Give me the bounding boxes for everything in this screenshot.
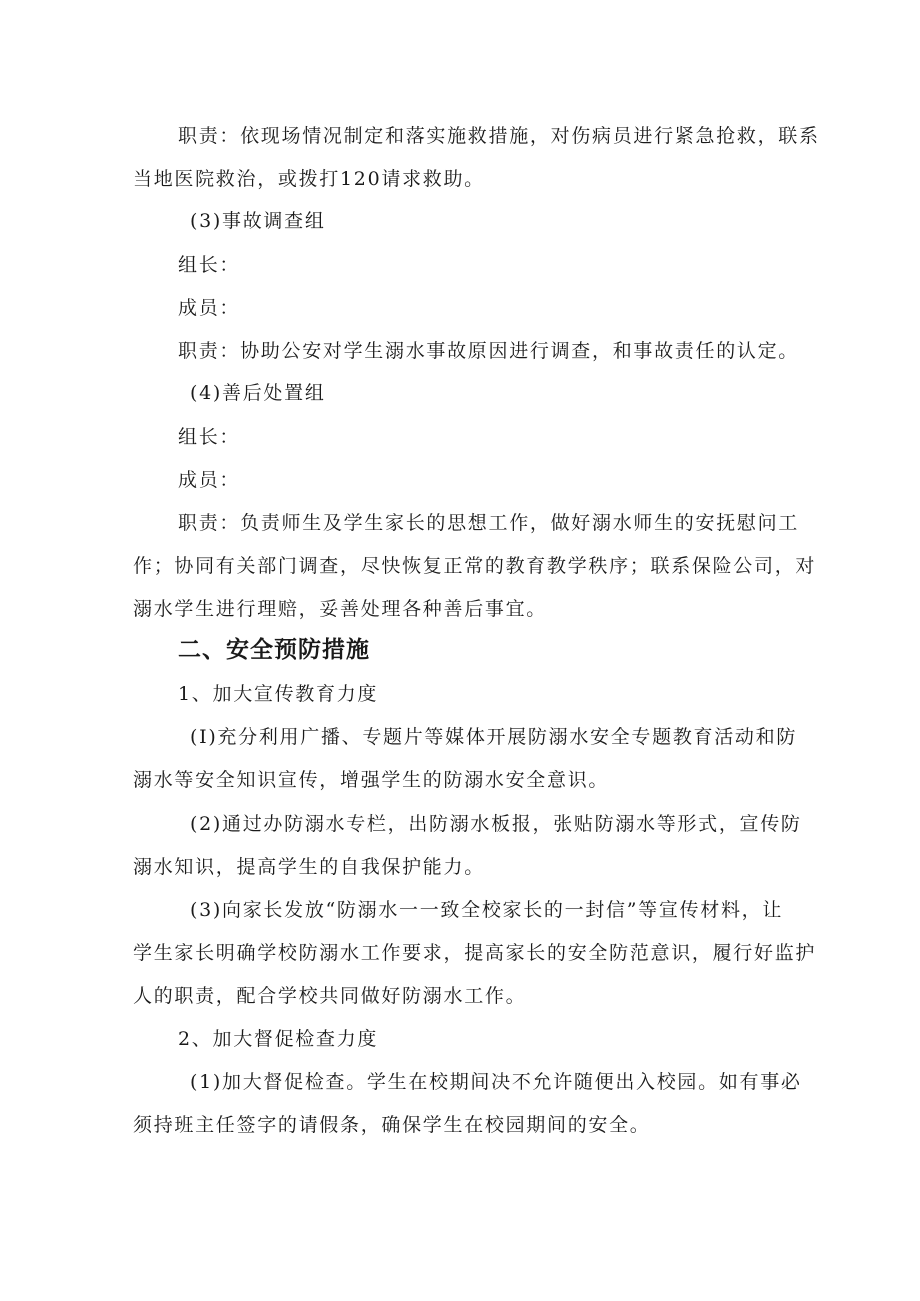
item-1-2-line-1: (2)通过办防溺水专栏，出防溺水板报，张贴防溺水等形式，宣传防 — [190, 813, 802, 835]
aftermath-duty-line-1: 职责：负责师生及学生家长的思想工作，做好溺水师生的安抚慰问工 — [178, 512, 800, 534]
investigation-duty-line: 职责：协助公安对学生溺水事故原因进行调查，和事故责任的认定。 — [178, 340, 800, 362]
item-1-3-line-3: 人的职责，配合学校共同做好防溺水工作。 — [133, 985, 527, 1007]
investigation-leader-field: 组长： — [178, 254, 241, 276]
item-1-title: 1、加大宣传教育力度 — [178, 683, 379, 705]
item-1-1-line-1: (I)充分利用广播、专题片等媒体开展防溺水安全专题教育活动和防 — [190, 726, 798, 748]
duty-rescue-line-1: 职责：依现场情况制定和落实施救措施，对伤病员进行紧急抢救，联系 — [178, 125, 820, 147]
aftermath-duty-line-2: 作；协同有关部门调查，尽快恢复正常的教育教学秩序；联系保险公司，对 — [133, 555, 817, 577]
investigation-members-field: 成员： — [178, 297, 241, 319]
item-1-2-line-2: 溺水知识，提高学生的自我保护能力。 — [133, 856, 485, 878]
duty-rescue-line-2: 当地医院救治，或拨打120请求救助。 — [133, 168, 485, 190]
item-1-3-line-1: (3)向家长发放“防溺水一一致全校家长的一封信”等宣传材料，让 — [190, 899, 784, 921]
item-2-title: 2、加大督促检查力度 — [178, 1028, 379, 1050]
subsection-aftermath-handling: (4)善后处置组 — [190, 382, 326, 404]
item-2-1-line-1: (1)加大督促检查。学生在校期间决不允许随便出入校园。如有事必 — [190, 1071, 802, 1093]
item-1-3-line-2: 学生家长明确学校防溺水工作要求，提高家长的安全防范意识，履行好监护 — [133, 942, 817, 964]
aftermath-members-field: 成员： — [178, 469, 241, 491]
aftermath-leader-field: 组长： — [178, 426, 241, 448]
subsection-accident-investigation: (3)事故调查组 — [190, 210, 326, 232]
item-2-1-line-2: 须持班主任签字的请假条，确保学生在校园期间的安全。 — [133, 1114, 651, 1136]
item-1-1-line-2: 溺水等安全知识宣传，增强学生的防溺水安全意识。 — [133, 769, 610, 791]
section-heading-prevention: 二、安全预防措施 — [178, 637, 370, 663]
aftermath-duty-line-3: 溺水学生进行理赔，妥善处理各种善后事宜。 — [133, 598, 548, 620]
